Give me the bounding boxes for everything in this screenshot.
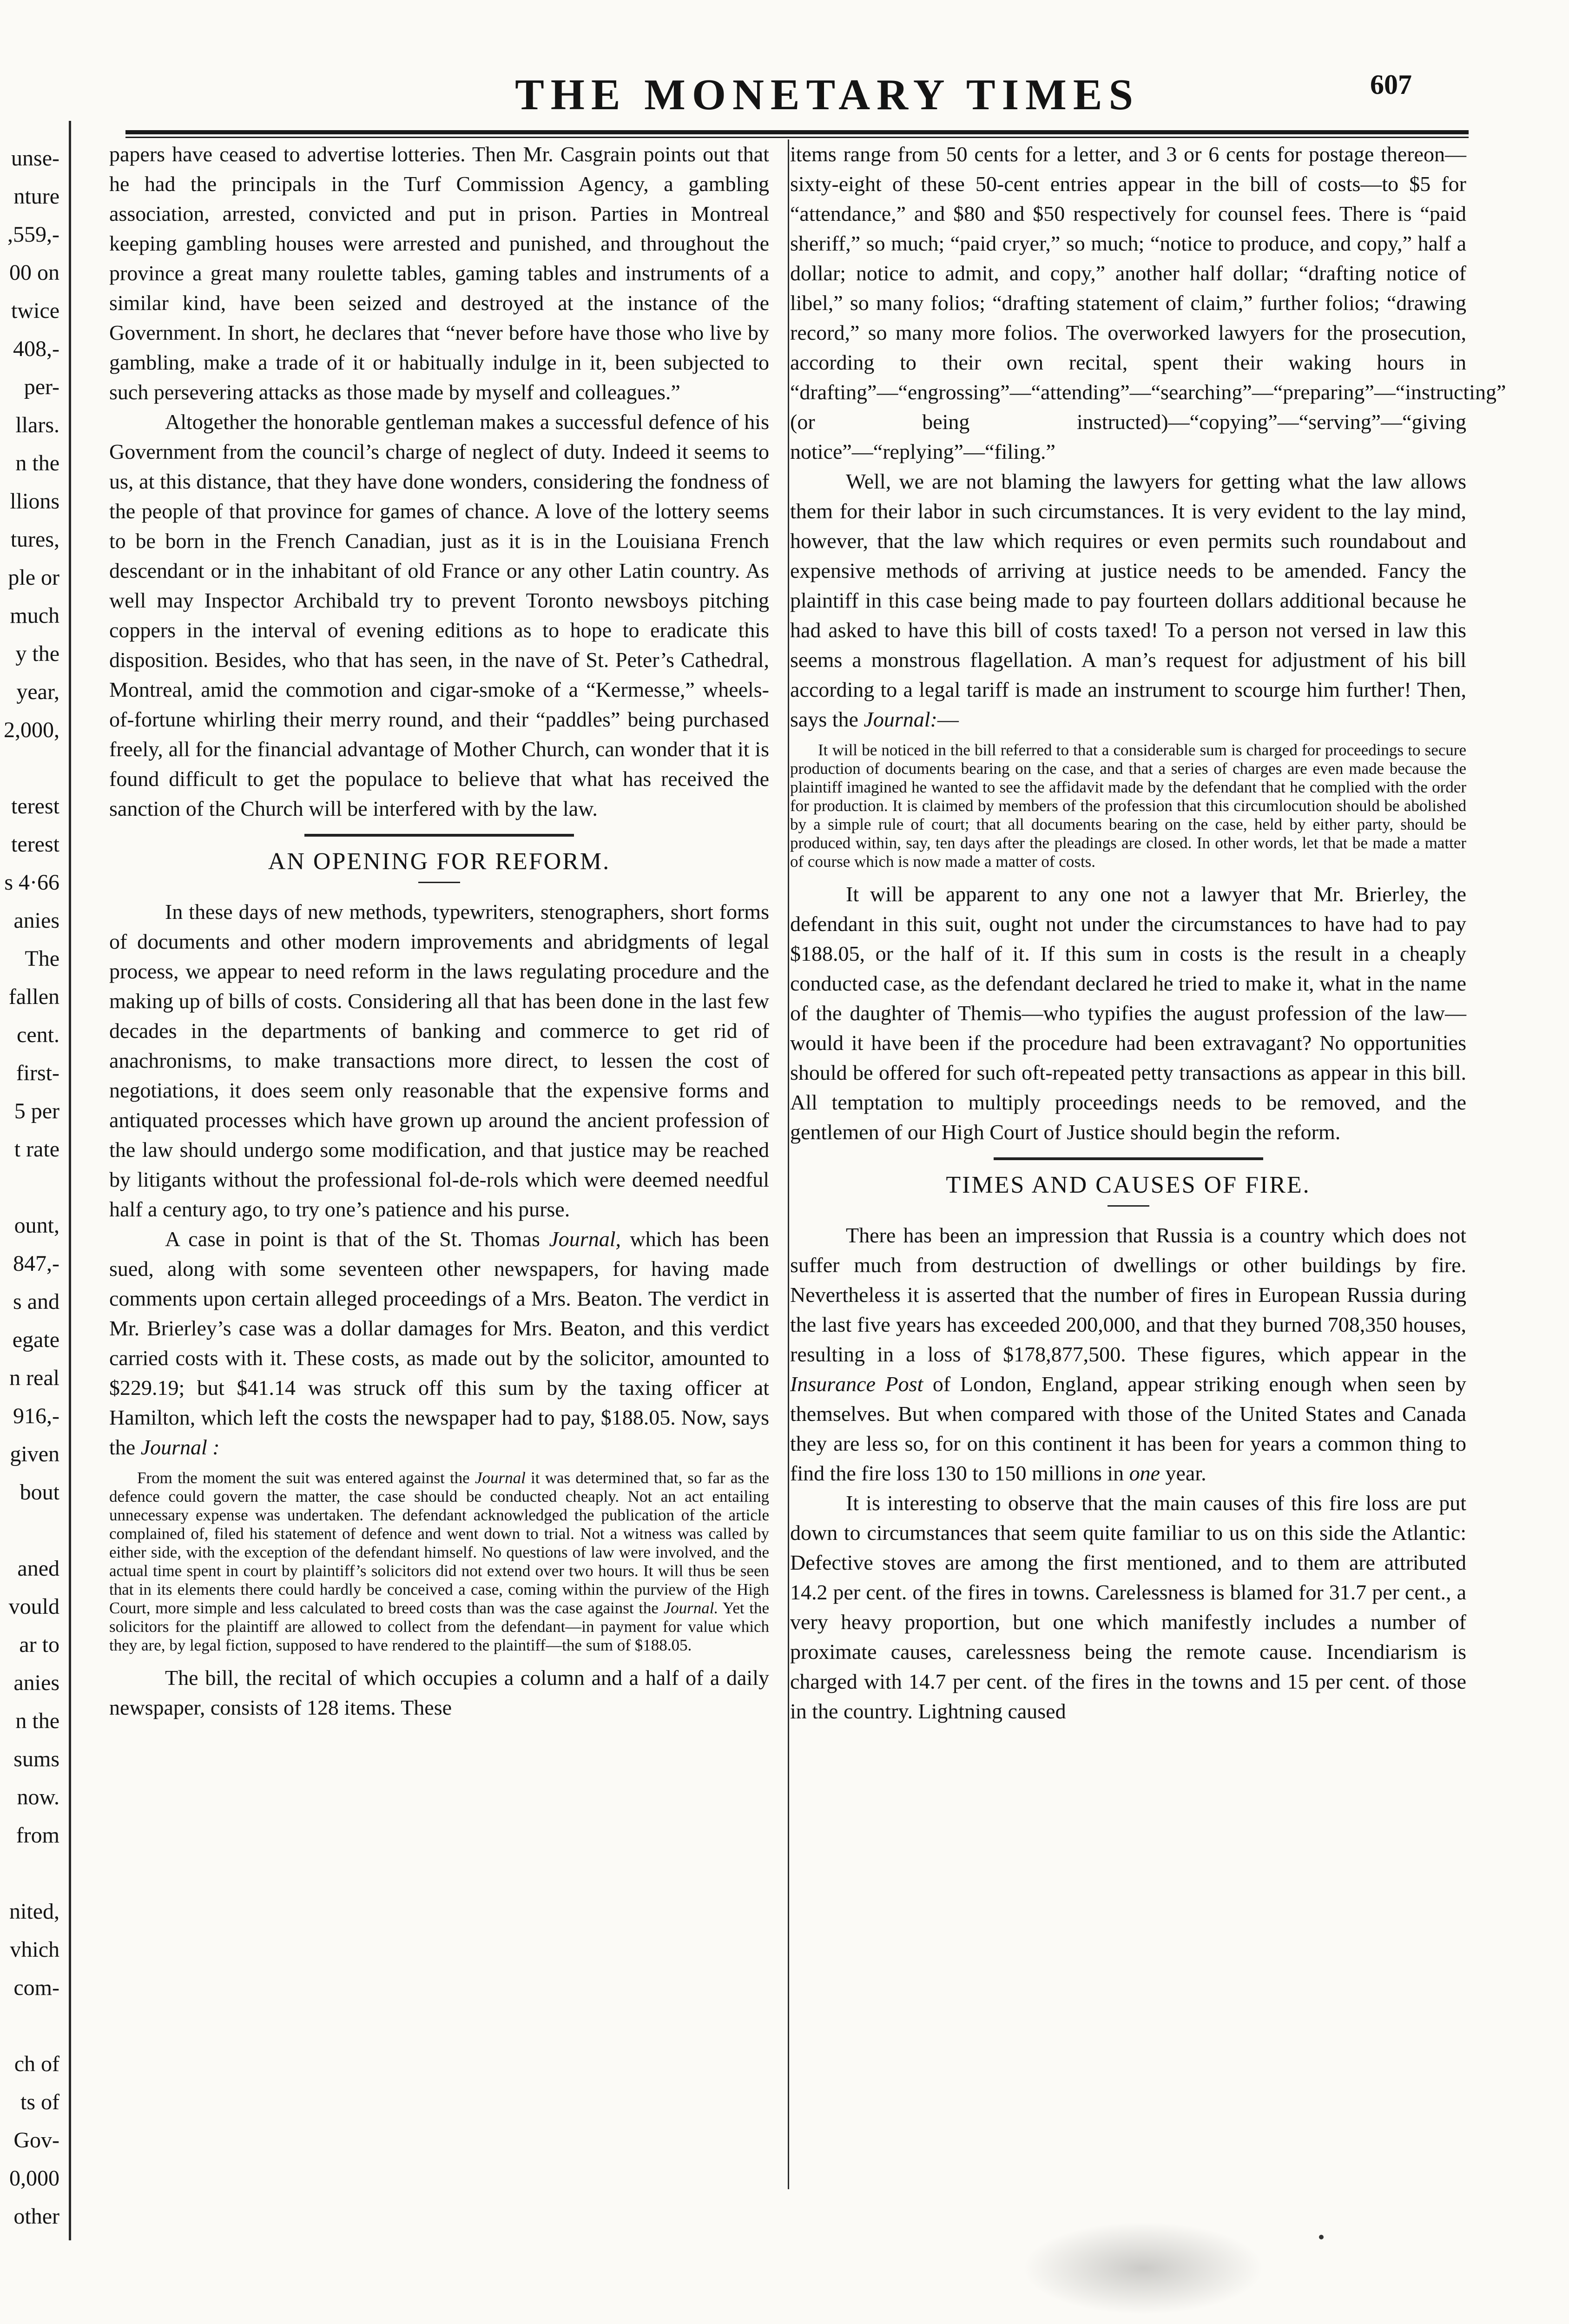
text-run: From the moment the suit was entered against the <box>137 1469 475 1487</box>
emphasis: one <box>1129 1461 1160 1485</box>
margin-fragment: ts of <box>20 2090 59 2114</box>
margin-fragment: much <box>10 603 59 628</box>
margin-fragment: llars. <box>15 413 59 437</box>
publication-name: Insurance Post <box>790 1372 923 1396</box>
margin-fragment: llions <box>10 489 59 514</box>
margin-fragment <box>0 749 59 787</box>
paragraph: items range from 50 cents for a letter, and 3 or 6 cents for postage thereon—sixty-eight of these 50-cent entries appear in the bill of costs—to $5 for “attendance,” and $80 and $50 respectively for counsel fees. There is “paid sheriff,” so much; “paid cryer,” so much; “notice to produce, and copy,” half a dollar; notice to admit, and copy,” another half dollar; “drafting notice of libel,” so many folios; “drafting statement of claim,” further folios; “drawing record,” so many more folios. The overworked lawyers for the prosecution, according to their own recital, spent their waking hours in “drafting”—“engrossing”—“attending”—“searching”—“preparing”—“instructing” (or being instructed)—“copying”—“serving”—“giving notice”—“replying”—“filing.” <box>790 142 1506 463</box>
margin-fragment: n the <box>15 451 59 475</box>
margin-fragment: aned <box>17 1556 59 1581</box>
margin-fragment: 2,000, <box>4 718 59 742</box>
text-run: of London, England, appear striking enough when seen by themselves. But when compared with those of the United States and Canada they are less so, for on this continent it has been for years a common thing to find the fire loss 130 to 150 millions in <box>790 1372 1466 1485</box>
margin-fragment: now. <box>17 1785 59 1809</box>
paragraph <box>790 467 1466 734</box>
block-quote: It will be noticed in the bill referred to that a considerable sum is charged for proceedings to secure production of documents bearing on the case, and that a series of charges are even made because the plaintiff imagined he wanted to see the affidavit made by the defendant that he complied with the order for production. It is claimed by members of the profession that this circumlocution should be abolished by a simple rule of court; that all documents bearing on the case, held by either party, should be produced within, say, ten days after the pleadings are closed. In other words, let that be made a matter of course which is now made a matter of costs. <box>790 741 1466 871</box>
section-divider <box>994 1157 1263 1160</box>
paragraph: Altogether the honorable gentleman makes a successful defence of his Government from the council’s charge of neglect of duty. Indeed it seems to us, at this distance, that they have done wonders, considering the fondness of the people of that province for games of chance. A love of the lottery seems to be born in the French Canadian, just as it is in the Louisiana French descendant or in the inhabitant of old France or any other Latin country. As well may Inspector Archibald try to prevent Toronto newsboys pitching coppers in the interval of evening editions as to hope to eradicate this disposition. Besides, who that has seen, in the nave of St. Peter’s Cathedral, Montreal, amid the commotion and cigar-smoke of a “Kermesse,” wheels-of-fortune whirling their merry round, and their “paddles” being purchased freely, all for the financial advantage of Mother Church, can wonder that it is found difficult to get the populace to believe that what has received the sanction of the Church will be interfered with by the law. <box>109 410 769 820</box>
margin-fragment: Gov- <box>13 2128 59 2152</box>
clipped-left-column <box>0 139 59 2229</box>
margin-fragment <box>0 1169 59 1207</box>
paragraph: In these days of new methods, typewriters, stenographers, short forms of documents and other modern improvements and abridgments of legal process, we appear to need reform in the laws regulating procedure and the making up of bills of costs. Considering all that has been done in the last few decades in the departments of banking and commerce to get rid of anachronisms, to make transactions more direct, to lessen the cost of negotiations, it does seem only reasonable that the expensive forms and antiquated processes which have grown up around the ancient profession of the law should undergo some modification, and that justice may be reached by litigants without the professional fol-de-rols which were deemed needful half a century ago, to try one’s patience and his purse. <box>109 900 769 1221</box>
page-number: 607 <box>1370 69 1412 100</box>
margin-fragment: from <box>16 1823 59 1848</box>
section-heading <box>109 848 769 883</box>
margin-fragment: sums <box>13 1747 59 1771</box>
heading-underline <box>1108 1205 1149 1207</box>
margin-fragment: given <box>10 1442 59 1466</box>
section-divider <box>304 834 574 837</box>
margin-fragment: n the <box>15 1709 59 1733</box>
margin-fragment: ount, <box>14 1213 59 1238</box>
margin-fragment: ar to <box>19 1632 59 1657</box>
header-rule-thin <box>125 137 1469 138</box>
text-run: There has been an impression that Russia is a country which does not suffer much from destruction of dwellings or other buildings by fire. Nevertheless it is asserted that the number of fires in European Russia during the last five years has exceeded 200,000, and that they burned 708,350 houses, resulting in a loss of $178,877,500. These figures, which appear in the <box>790 1223 1466 1366</box>
margin-fragment: first- <box>16 1061 59 1085</box>
text-run: A case in point is that of the St. Thomas <box>165 1227 549 1251</box>
margin-fragment: nited, <box>9 1899 59 1924</box>
margin-fragment: ple or <box>8 565 59 590</box>
margin-fragment: n real <box>9 1366 59 1390</box>
margin-fragment <box>0 2312 59 2324</box>
publication-name: Journal : <box>140 1435 220 1459</box>
left-margin-rule <box>69 121 71 2240</box>
ink-dot <box>1319 2235 1324 2239</box>
text-run: Yet the solicitors for the plaintiff are allowed to collect from the defendant—in payment for value which they are, by legal fiction, supposed to have rendered to the plaintiff—the sum of $188.05. <box>109 1599 769 1654</box>
margin-fragment: tures, <box>10 527 59 552</box>
margin-fragment <box>0 2236 59 2274</box>
margin-fragment: anies <box>13 908 59 933</box>
paragraph: papers have ceased to advertise lotteries. Then Mr. Casgrain points out that he had the principals in the Turf Commission Agency, a gambling association, arrested, convicted and put in prison. Parties in Montreal keeping gambling houses were arrested and punished, and throughout the province a great many roulette tables, gaming tables and instruments of a similar kind, have been seized and destroyed at the instance of the Government. In short, he declares that “never before have those who live by gambling, make a trade of it or habitually indulge in it, been subjected to such persevering attacks as those made by myself and colleagues.” <box>109 142 769 404</box>
text-run: — <box>937 707 959 731</box>
publication-name: Journal: <box>864 707 937 731</box>
text-run: it was determined that, so far as the defence could govern the matter, the case should be conducted cheaply. Not an act entailing unnecessary expense was undertaken. The defendant acknowledged the publication of the article complained of, filed his statement of defence and went down to trial. Not a witness was called by either side, with the exception of the defendant himself. No questions of law were involved, and the actual time spent in court by plaintiff’s solicitors did not extend over two hours. It will thus be seen that in its elements there could hardly be conceived a case, coming within the purview of the High Court, more simple and less calculated to breed costs than was the case against the <box>109 1469 769 1617</box>
section-heading-text: AN OPENING FOR REFORM. <box>268 848 611 875</box>
margin-fragment <box>0 2274 59 2312</box>
margin-fragment: t rate <box>14 1137 59 1162</box>
paragraph: The bill, the recital of which occupies a column and a half of a daily newspaper, consists of 128 items. These <box>109 1666 769 1719</box>
margin-fragment: vhich <box>10 1937 59 1962</box>
paragraph: It is interesting to observe that the main causes of this fire loss are put down to circumstances that seem quite familiar to us on this side the Atlantic: Defective stoves are among the first mentioned, and to them are attributed 14.2 per cent. of the fires in towns. Carelessness is blamed for 31.7 per cent., a very heavy proportion, but one which manifestly includes a number of proximate causes, carelessness being the remote cause. Incendiarism is charged with 14.7 per cent. of the fires in the towns and 15 per cent. of those in the country. Lightning caused <box>790 1491 1466 1723</box>
margin-fragment <box>0 1512 59 1550</box>
margin-fragment: cent. <box>17 1023 59 1047</box>
margin-fragment <box>0 2007 59 2045</box>
block-quote <box>109 1469 769 1655</box>
margin-fragment: nture <box>13 184 59 209</box>
publication-name: Journal. <box>663 1599 719 1617</box>
margin-fragment: vould <box>8 1594 59 1619</box>
margin-fragment: year, <box>16 680 59 704</box>
margin-fragment: per- <box>24 375 59 399</box>
print-smudge <box>1022 2222 1264 2315</box>
publication-name: Journal, <box>549 1227 621 1251</box>
margin-fragment: bout <box>20 1480 59 1505</box>
margin-fragment: 0,000 <box>9 2166 59 2191</box>
text-run: year. <box>1160 1461 1206 1485</box>
left-article-column <box>109 139 769 1723</box>
margin-fragment: ch of <box>14 2052 59 2076</box>
margin-fragment: anies <box>13 1670 59 1695</box>
margin-fragment: com- <box>13 1975 59 2000</box>
column-separator <box>788 139 789 2189</box>
margin-fragment: other <box>13 2204 59 2229</box>
heading-underline <box>418 882 460 883</box>
margin-fragment: twice <box>11 298 59 323</box>
margin-fragment: 847,- <box>13 1251 59 1276</box>
right-article-column <box>790 139 1506 1726</box>
text-run: which has been sued, along with some seventeen other newspapers, for having made comments upon certain alleged proceedings of a Mrs. Beaton. The verdict in Mr. Brierley’s case was a dollar damages for Mrs. Beaton, and this verdict carried costs with it. These costs, as made out by the solicitor, amounted to $229.19; but $41.14 was struck off this sum by the taxing officer at Hamilton, which left the costs the newspaper had to pay, $188.05. Now, says the <box>109 1227 769 1459</box>
margin-fragment: ,559,- <box>7 222 59 247</box>
margin-fragment: The <box>25 946 59 971</box>
margin-fragment: s 4·66 <box>4 870 59 895</box>
margin-fragment: fallen <box>8 984 59 1009</box>
margin-fragment <box>0 1855 59 1893</box>
margin-fragment: terest <box>11 794 59 819</box>
paragraph <box>790 1221 1466 1488</box>
margin-fragment: terest <box>11 832 59 857</box>
masthead-title: THE MONETARY TIMES <box>515 71 1140 119</box>
margin-fragment: 916,- <box>13 1404 59 1428</box>
header-rule <box>125 130 1469 134</box>
paragraph <box>109 1224 769 1462</box>
margin-fragment: 5 per <box>14 1099 59 1123</box>
margin-fragment: 00 on <box>9 260 59 285</box>
margin-fragment: 408,- <box>13 337 59 361</box>
section-heading-text: TIMES AND CAUSES OF FIRE. <box>946 1172 1311 1198</box>
margin-fragment: egate <box>12 1327 59 1352</box>
section-heading <box>790 1171 1466 1207</box>
paragraph: It will be apparent to any one not a lawyer that Mr. Brierley, the defendant in this suit, ought not under the circumstances to have had to pay $188.05, or the half of it. If this sum in costs is the result in a cheaply conducted case, as the defendant declared he tried to make it, what in the name of the daughter of Themis—who typifies the august profession of the law—would it have been if the procedure had been extravagant? No opportunities should be offered for such oft-repeated petty transactions as appear in this bill. All temptation to multiply proceedings needs to be removed, and the gentlemen of our High Court of Justice should begin the reform. <box>790 882 1466 1144</box>
margin-fragment: y the <box>15 641 59 666</box>
margin-fragment: unse- <box>11 146 59 171</box>
margin-fragment: s and <box>13 1289 59 1314</box>
text-run: Well, we are not blaming the lawyers for getting what the law allows them for their labor in such circumstances. It is very evident to the lay mind, however, that the law which requires or even permits such roundabout and expensive methods of arriving at justice needs to be amended. Fancy the plaintiff in this case being made to pay fourteen dollars additional because he had asked to have this bill of costs taxed! To a person not versed in law this seems a monstrous flagellation. A man’s request for adjustment of his bill according to a legal tariff is made an instrument to scourge him further! Then, says the <box>790 469 1466 731</box>
publication-name: Journal <box>475 1469 526 1487</box>
